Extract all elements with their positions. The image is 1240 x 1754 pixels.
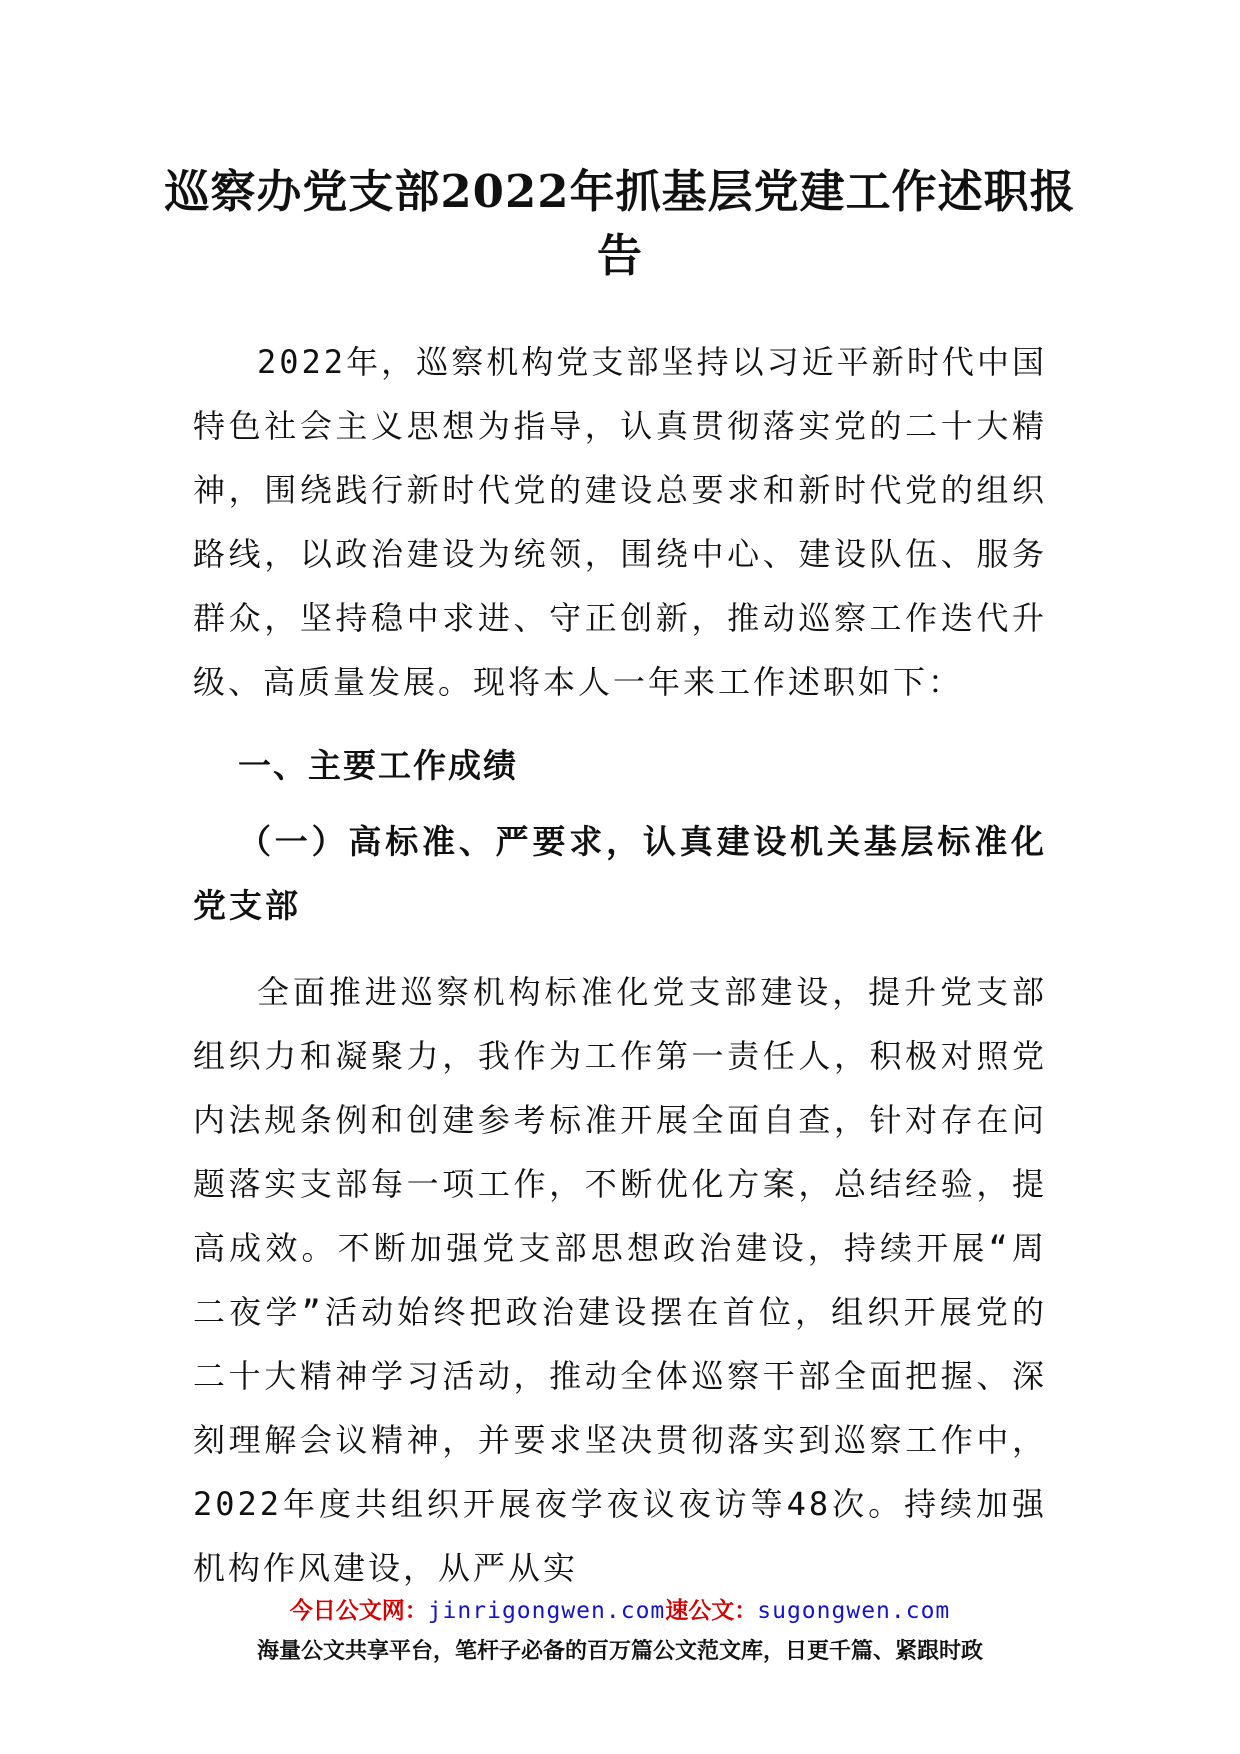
site1-link[interactable]: jinrigongwen.com <box>427 1598 666 1624</box>
footer-slogan: 海量公文共享平台，笔杆子必备的百万篇公文范文库，日更千篇、紧跟时政 <box>256 1639 983 1664</box>
site1-name: 今日公文网： <box>289 1598 428 1624</box>
intro-paragraph: 2022年，巡察机构党支部坚持以习近平新时代中国特色社会主义思想为指导，认真贯彻落实党的二十大精神，围绕践行新时代党的建设总要求和新时代党的组织路线，以政治建设为统领，围绕中心、建设队伍、服务群众，坚持稳中求进、守正创新，推动巡察工作迭代升级、高质量发展。现将本人一年来工作述职如下： <box>193 343 1047 701</box>
footer-banner <box>0 1594 1240 1668</box>
site2-name: 速公文： <box>665 1598 758 1624</box>
subsection-heading: （一）高标准、严要求，认真建设机关基层标准化党支部 <box>193 822 1047 925</box>
footer-links <box>0 1594 1240 1628</box>
section-heading: 一、主要工作成绩 <box>238 746 518 785</box>
site2-link[interactable]: sugongwen.com <box>757 1598 951 1624</box>
body-paragraph: 全面推进巡察机构标准化党支部建设，提升党支部组织力和凝聚力，我作为工作第一责任人，积极对照党内法规条例和创建参考标准开展全面自查，针对存在问题落实支部每一项工作，不断优化方案，总结经验，提高成效。不断加强党支部思想政治建设，持续开展“周二夜学”活动始终把政治建设摆在首位，组织开展党的二十大精神学习活动，推动全体巡察干部全面把握、深刻理解会议精神，并要求坚决贯彻落实到巡察工作中，2022年度共组织开展夜学夜议夜访等48次。持续加强机构作风建设，从严从实 <box>193 973 1047 1587</box>
document-title: 巡察办党支部2022年抓基层党建工作述职报告 <box>164 165 1076 282</box>
